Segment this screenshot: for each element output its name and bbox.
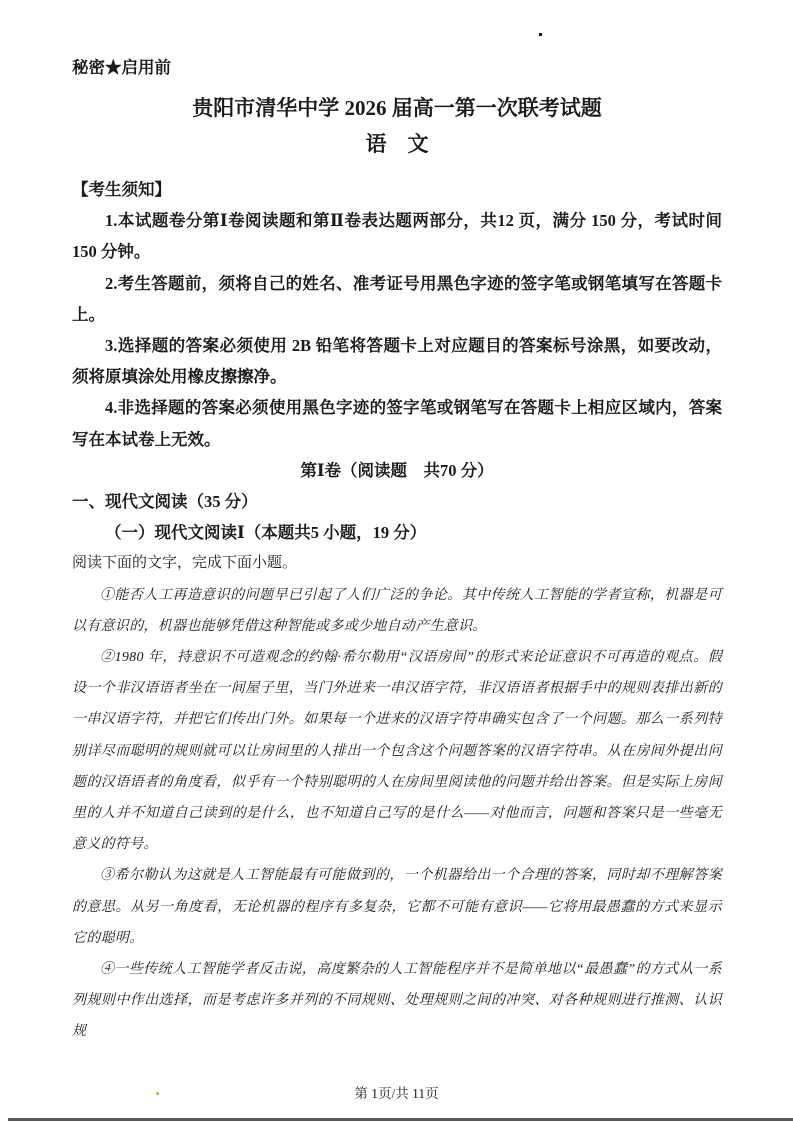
passage-paragraph-2: ②1980 年，持意识不可造观念的约翰·希尔勒用“汉语房间”的形式来论证意识不可再造的观点。假设一个非汉语语者坐在一间屋子里，当门外进来一串汉语字符，非汉语语者根据手中的规则表排出新的一串汉语字符，并把它们传出门外。如果每一个进来的汉语字符串确实包含了一个问题。那么一系列特别详尽而聪明的规则就可以让房间里的人排出一个包含这个问题答案的汉语字符串。从在房间外提出问题的汉语语者的角度看，似乎有一个特别聪明的人在房间里阅读他的问题并给出答案。但是实际上房间里的人并不知道自己读到的是什么，也不知道自己写的是什么——对他而言，问题和答案只是一些毫无意义的符号。 <box>72 650 722 853</box>
reading-passage <box>72 580 722 1048</box>
exam-title: 贵阳市清华中学 2026 届高一第一次联考试题 <box>192 96 602 120</box>
subsection-heading: （一）现代文阅读Ⅰ（本题共5 小题，19 分） <box>105 523 427 543</box>
notice-item-1: 1.本试题卷分第Ⅰ卷阅读题和第Ⅱ卷表达题两部分，共12 页，满分 150 分，考试时间 150 分钟。 <box>72 211 722 262</box>
scan-artifact-dot-bottom <box>156 1092 159 1095</box>
passage-paragraph-1: ①能否人工再造意识的问题早已引起了人们广泛的争论。其中传统人工智能的学者宣称，机器是可以有意识的，机器也能够凭借这种智能或多或少地自动产生意识。 <box>72 587 722 634</box>
section-heading: 一、现代文阅读（35 分） <box>72 492 258 512</box>
page-number-footer: 第 1页/共 11页 <box>354 1086 439 1101</box>
notice-item-3: 3.选择题的答案必须使用 2B 铅笔将答题卡上对应题目的答案标号涂黑，如要改动，须将原填涂处用橡皮擦擦净。 <box>72 336 722 387</box>
notice-item-4: 4.非选择题的答案必须使用黑色字迹的签字笔或钢笔写在答题卡上相应区域内，答案写在本试卷上无效。 <box>72 398 722 449</box>
reading-instruction: 阅读下面的文字，完成下面小题。 <box>72 555 298 572</box>
scan-artifact-dot-top <box>539 33 542 36</box>
volume-heading: 第Ⅰ卷（阅读题 共70 分） <box>300 460 494 480</box>
subject-title: 语 文 <box>365 132 429 156</box>
notice-item-2: 2.考生答题前，须将自己的姓名、准考证号用黑色字迹的签字笔或钢笔填写在答题卡上。 <box>72 273 722 324</box>
scan-edge-bar <box>8 1118 793 1121</box>
passage-paragraph-4: ④一些传统人工智能学者反击说，高度繁杂的人工智能程序并不是简单地以“最愚蠢”的方式从一系列规则中作出选择，而是考虑许多并列的不同规则、处理规则之间的冲突、对各种规则进行推测、认识规 <box>72 962 722 1040</box>
passage-paragraph-3: ③希尔勒认为这就是人工智能最有可能做到的，一个机器给出一个合理的答案，同时却不理解答案的意思。从另一角度看，无论机器的程序有多复杂，它都不可能有意识——它将用最愚蠢的方式来显示它的聪明。 <box>72 868 722 946</box>
page-content <box>72 58 722 1048</box>
secrecy-label: 秘密★启用前 <box>72 58 171 77</box>
notice-heading: 【考生须知】 <box>72 180 171 199</box>
